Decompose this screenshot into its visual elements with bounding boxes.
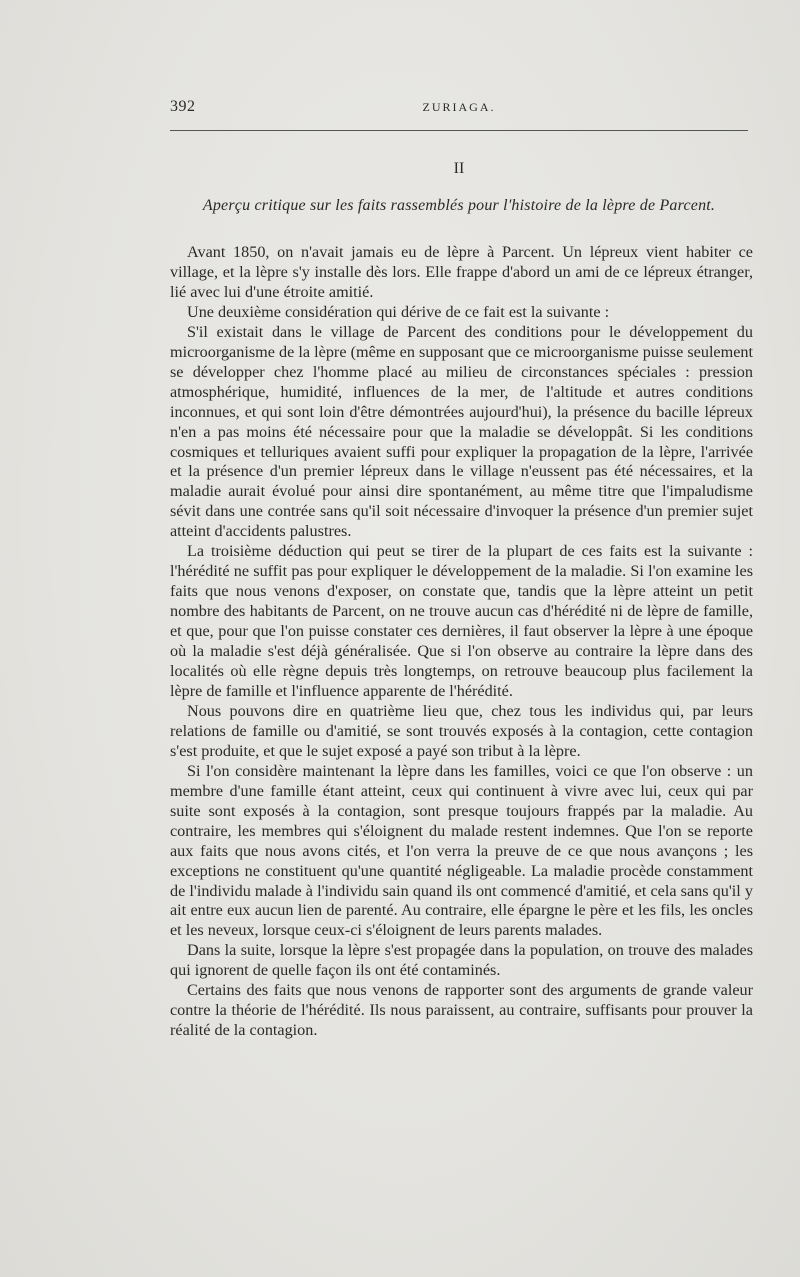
section-number: II [453,160,465,177]
paragraph: Avant 1850, on n'avait jamais eu de lèpre à Parcent. Un lépreux vient habiter ce village, et la lèpre s'y installe dès lors. Elle frappe d'abord un ami de ce lépreux étranger, lié avec lui d'une étroite amitié. [170,243,753,301]
section-title: Aperçu critique sur les faits rassemblés pour l'histoire de la lèpre de Parcent. [202,197,716,214]
paragraph: Nous pouvons dire en quatrième lieu que, chez tous les individus qui, par leurs relations de famille ou d'amitié, se sont trouvés exposés à la contagion, cette contagion s'est produite, et que le sujet exposé a payé son tribut à la lèpre. [170,701,753,760]
paragraph: Si l'on considère maintenant la lèpre dans les familles, voici ce que l'on observe : un membre d'une famille étant atteint, ceux qui continuent à vivre avec lui, ceux qui par suite sont exposés à la contagion, sont presque toujours frappés par la maladie. Au contraire, les membres qui s'éloignent du malade restent indemnes. Que l'on se reporte aux faits que nous avons cités, et l'on verra la preuve de ce que nous avançons ; les exceptions ne constituent qu'une quantité négligeable. La maladie procède constamment de l'individu malade à l'individu sain quand ils ont commencé d'amitié, et cela sans qu'il y ait entre eux aucun lien de parenté. Au contraire, elle épargne le père et les fils, les oncles et les neveux, lorsque ceux-ci s'éloignent de leurs parents malades. [170,761,753,940]
running-head: ZURIAGA. [422,100,496,114]
paragraph: S'il existait dans le village de Parcent des conditions pour le développement du microorganisme de la lèpre (même en supposant que ce microorganisme puisse seulement se développer chez l'homme placé au milieu de circonstances spéciales : pression atmosphérique, humidité, influences de la mer, de l'altitude et autres conditions inconnues, et qui sont loin d'être démontrées aujourd'hui), la présence du bacille lépreux n'en a pas moins été nécessaire pour que la maladie se développât. Si les conditions cosmiques et telluriques avaient suffi pour expliquer la propagation de la lèpre, l'arrivée et la présence d'un premier lépreux dans le village n'eussent pas été nécessaires, et la maladie aurait évolué pour ainsi dire spontanément, au même titre que l'impaludisme sévit dans une contrée sans qu'il soit nécessaire d'invoquer la présence d'un premier sujet atteint d'accidents palustres. [170,322,753,541]
body-text [170,243,753,1041]
page-number: 392 [170,98,196,115]
paragraph: Dans la suite, lorsque la lèpre s'est propagée dans la population, on trouve des malades qui ignorent de quelle façon ils ont été contaminés. [170,941,753,980]
header-rule [170,130,748,131]
paragraph: Certains des faits que nous venons de rapporter sont des arguments de grande valeur contre la théorie de l'hérédité. Ils nous paraissent, au contraire, suffisants pour prouver la réalité de la contagion. [170,981,753,1040]
paragraph: Une deuxième considération qui dérive de ce fait est la suivante : [187,302,610,321]
page-header [170,98,748,120]
paragraph: La troisième déduction qui peut se tirer de la plupart de ces faits est la suivante : l'hérédité ne suffit pas pour expliquer le développement de la maladie. Si l'on examine les faits que nous venons d'exposer, on constate que, tandis que la lèpre atteint un petit nombre des habitants de Parcent, on ne trouve aucun cas d'hérédité ni de lèpre de famille, et que, pour que l'on puisse constater ces dernières, il faut observer la lèpre à une époque où la maladie s'est déjà généralisée. Que si l'on observe au contraire la lèpre dans des localités où elle règne depuis très longtemps, on retrouve beaucoup plus facilement la lèpre de famille et l'influence apparente de l'hérédité. [170,542,753,700]
